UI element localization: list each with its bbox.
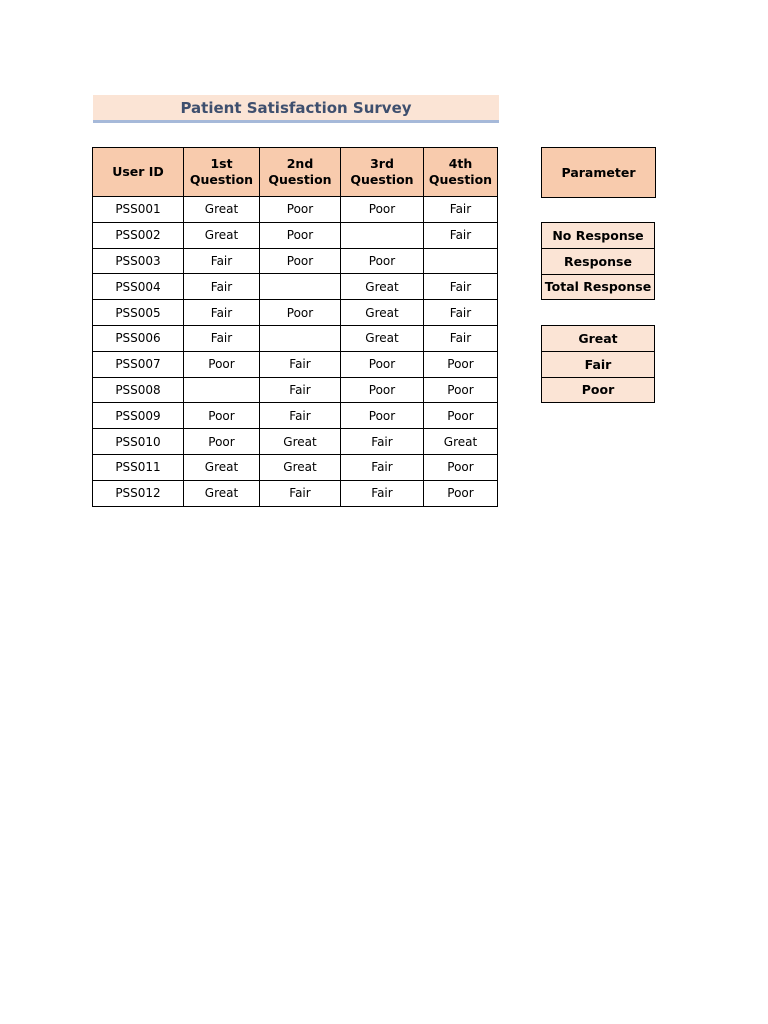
- cell-question-4: Poor: [424, 454, 498, 480]
- cell-question-4: Fair: [424, 325, 498, 351]
- cell-question-3: Great: [341, 325, 424, 351]
- table-row: [93, 351, 498, 377]
- table-row: [93, 377, 498, 403]
- cell-question-1: Fair: [184, 274, 260, 300]
- cell-question-3: Fair: [341, 429, 424, 455]
- table-row: [93, 197, 498, 223]
- cell-question-1: Great: [184, 197, 260, 223]
- survey-table: [92, 147, 498, 507]
- parameter-response: Response: [542, 248, 655, 274]
- cell-question-1: Great: [184, 454, 260, 480]
- cell-question-2: Poor: [260, 197, 341, 223]
- cell-question-4: Fair: [424, 274, 498, 300]
- cell-user-id: PSS009: [93, 403, 184, 429]
- cell-question-2: Poor: [260, 300, 341, 326]
- cell-question-3: Poor: [341, 248, 424, 274]
- cell-question-4: Poor: [424, 351, 498, 377]
- cell-question-3: Fair: [341, 454, 424, 480]
- parameter-great: Great: [542, 326, 655, 352]
- table-row: [93, 325, 498, 351]
- cell-question-1: Poor: [184, 429, 260, 455]
- table-header-row: [93, 148, 498, 197]
- parameter-header: Parameter: [541, 147, 656, 198]
- cell-question-1: Fair: [184, 300, 260, 326]
- cell-question-4: [424, 248, 498, 274]
- cell-user-id: PSS001: [93, 197, 184, 223]
- survey-title: Patient Satisfaction Survey: [93, 95, 499, 123]
- cell-user-id: PSS010: [93, 429, 184, 455]
- table-row: [93, 222, 498, 248]
- cell-user-id: PSS008: [93, 377, 184, 403]
- cell-question-2: [260, 325, 341, 351]
- cell-question-4: Fair: [424, 197, 498, 223]
- cell-question-1: Great: [184, 480, 260, 506]
- cell-question-3: Poor: [341, 403, 424, 429]
- cell-question-4: Poor: [424, 480, 498, 506]
- parameter-poor: Poor: [542, 377, 655, 403]
- cell-question-3: Great: [341, 300, 424, 326]
- cell-question-2: Fair: [260, 480, 341, 506]
- header-user-id: User ID: [93, 148, 184, 197]
- rating-parameter-list: [541, 325, 655, 403]
- cell-question-4: Great: [424, 429, 498, 455]
- cell-question-1: Fair: [184, 325, 260, 351]
- cell-question-2: Fair: [260, 403, 341, 429]
- cell-user-id: PSS005: [93, 300, 184, 326]
- cell-user-id: PSS004: [93, 274, 184, 300]
- cell-question-2: Poor: [260, 222, 341, 248]
- cell-question-1: Poor: [184, 403, 260, 429]
- table-row: [93, 454, 498, 480]
- cell-question-2: Fair: [260, 377, 341, 403]
- cell-user-id: PSS007: [93, 351, 184, 377]
- cell-question-1: [184, 377, 260, 403]
- cell-question-4: Poor: [424, 377, 498, 403]
- cell-question-1: Fair: [184, 248, 260, 274]
- cell-question-3: Great: [341, 274, 424, 300]
- header-question-1: 1st Question: [184, 148, 260, 197]
- cell-question-2: Great: [260, 454, 341, 480]
- cell-question-2: Poor: [260, 248, 341, 274]
- survey-table-body: [93, 197, 498, 507]
- cell-question-4: Fair: [424, 222, 498, 248]
- parameter-no-response: No Response: [542, 223, 655, 249]
- cell-user-id: PSS012: [93, 480, 184, 506]
- parameter-total-response: Total Response: [542, 274, 655, 300]
- table-row: [93, 429, 498, 455]
- cell-question-2: Fair: [260, 351, 341, 377]
- header-question-3: 3rd Question: [341, 148, 424, 197]
- cell-question-3: Poor: [341, 351, 424, 377]
- cell-user-id: PSS003: [93, 248, 184, 274]
- cell-question-3: Fair: [341, 480, 424, 506]
- table-row: [93, 248, 498, 274]
- cell-question-3: Poor: [341, 377, 424, 403]
- cell-question-1: Great: [184, 222, 260, 248]
- cell-question-2: [260, 274, 341, 300]
- cell-user-id: PSS006: [93, 325, 184, 351]
- cell-question-3: Poor: [341, 197, 424, 223]
- cell-question-2: Great: [260, 429, 341, 455]
- header-question-4: 4th Question: [424, 148, 498, 197]
- table-row: [93, 403, 498, 429]
- table-row: [93, 300, 498, 326]
- response-parameter-list: [541, 222, 655, 300]
- header-question-2: 2nd Question: [260, 148, 341, 197]
- cell-question-4: Fair: [424, 300, 498, 326]
- table-row: [93, 274, 498, 300]
- parameter-fair: Fair: [542, 351, 655, 377]
- cell-user-id: PSS002: [93, 222, 184, 248]
- cell-question-3: [341, 222, 424, 248]
- cell-question-4: Poor: [424, 403, 498, 429]
- table-row: [93, 480, 498, 506]
- cell-user-id: PSS011: [93, 454, 184, 480]
- cell-question-1: Poor: [184, 351, 260, 377]
